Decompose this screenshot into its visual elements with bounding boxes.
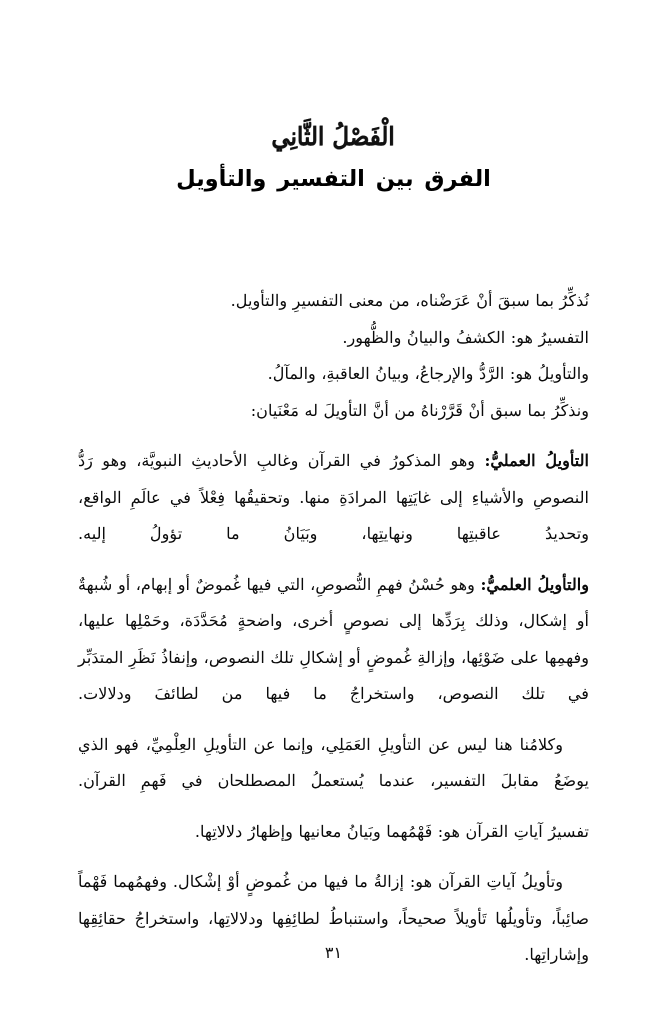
- paragraph: [78, 283, 589, 320]
- paragraph-text: وتأويلُ آياتِ القرآن هو: إزالةُ ما فيها من غُموضٍ أوْ إشْكال. وفهمُهما فَهْماً صائِباً، وتأويلُها تَأويلاً صحيحاً، واستنباطُ لطائِفِها ودلالاتِها، واستخراجُ حقائِقِها وإشاراتِها.: [78, 872, 589, 964]
- chapter-kicker-calligraphy: الْفَصْلُ الثَّانِي: [271, 122, 396, 151]
- paragraph: [78, 356, 589, 393]
- paragraph-amali: [78, 443, 589, 553]
- page-number: ٣١: [324, 943, 343, 962]
- body-text-block: [78, 283, 589, 974]
- chapter-heading: [0, 124, 667, 192]
- paragraph-text: التفسيرُ هو: الكشفُ والبيانُ والظُّهور.: [342, 327, 589, 347]
- paragraph-text: والتأويلُ هو: الرَّدُّ والإرجاعُ، وبيانُ العاقبةِ، والمآلُ.: [267, 364, 589, 383]
- page-title: الفرق بين التفسير والتأويل: [176, 166, 491, 193]
- paragraph-text: وهو حُسْنُ فهمِ النُّصوصِ، التي فيها غُموضٌ أو إبهام، أو شُبهةٌ أو إشكال، وذلك بِرَدِّها إلى نصوصٍ أخرى، واضحةٍ مُحَدَّدَة، وحَمْلِها عليها، وفهمِها على ضَوْئِها، وإزالةِ غُموضٍ أو إشكالِ تلك النصوص، وإنفاذُ نَظَرِ المتدَبِّر في تلك النصوص، واستخراجُ ما فيها من لطائفَ ودلالات.: [78, 574, 589, 703]
- paragraph: [78, 727, 589, 800]
- term-lead-amali: التأويلُ العمليُّ:: [484, 451, 589, 470]
- paragraph-text: نُذكِّرُ بما سبقَ أنْ عَرَضْناه، من معنى التفسيرِ والتأويل.: [230, 291, 589, 310]
- term-lead-ilmi: والتأويلُ العلميُّ:: [480, 574, 589, 594]
- paragraph: [78, 320, 589, 357]
- paragraph: [78, 393, 589, 430]
- paragraph-text: ونذكِّرُ بما سبق أنْ قَرَّرْناهُ من أنَّ التأويلَ له مَعْنَيان:: [250, 400, 589, 420]
- paragraph-tafsir-def: [78, 814, 589, 851]
- paragraph-text: تفسيرُ آياتِ القرآن هو: فَهْمُهما وبَيانُ معانيها وإظهارُ دلالاتِها.: [194, 821, 589, 841]
- paragraph-text: وكلامُنا هنا ليس عن التأويلِ العَمَلِي، وإنما عن التأويلِ العِلْمِيِّ، فهو الذي يوضَعُ مقابلَ التفسير، عندما يُستعملُ المصطلحان في فَهمِ القرآن.: [78, 734, 589, 790]
- paragraph-text: وهو المذكورُ في القرآن وغالبِ الأحاديثِ النبويَّة، وهو رَدُّ النصوصِ والأشياءِ إلى غايَتِها المرادَةِ منها. وتحقيقُها فِعْلاً في عالَمِ الواقع، وتحديدُ عاقبتِها ونهايتِها، وبَيَانُ ما تؤولُ إليه.: [78, 451, 589, 543]
- paragraph-ilmi: [78, 567, 589, 713]
